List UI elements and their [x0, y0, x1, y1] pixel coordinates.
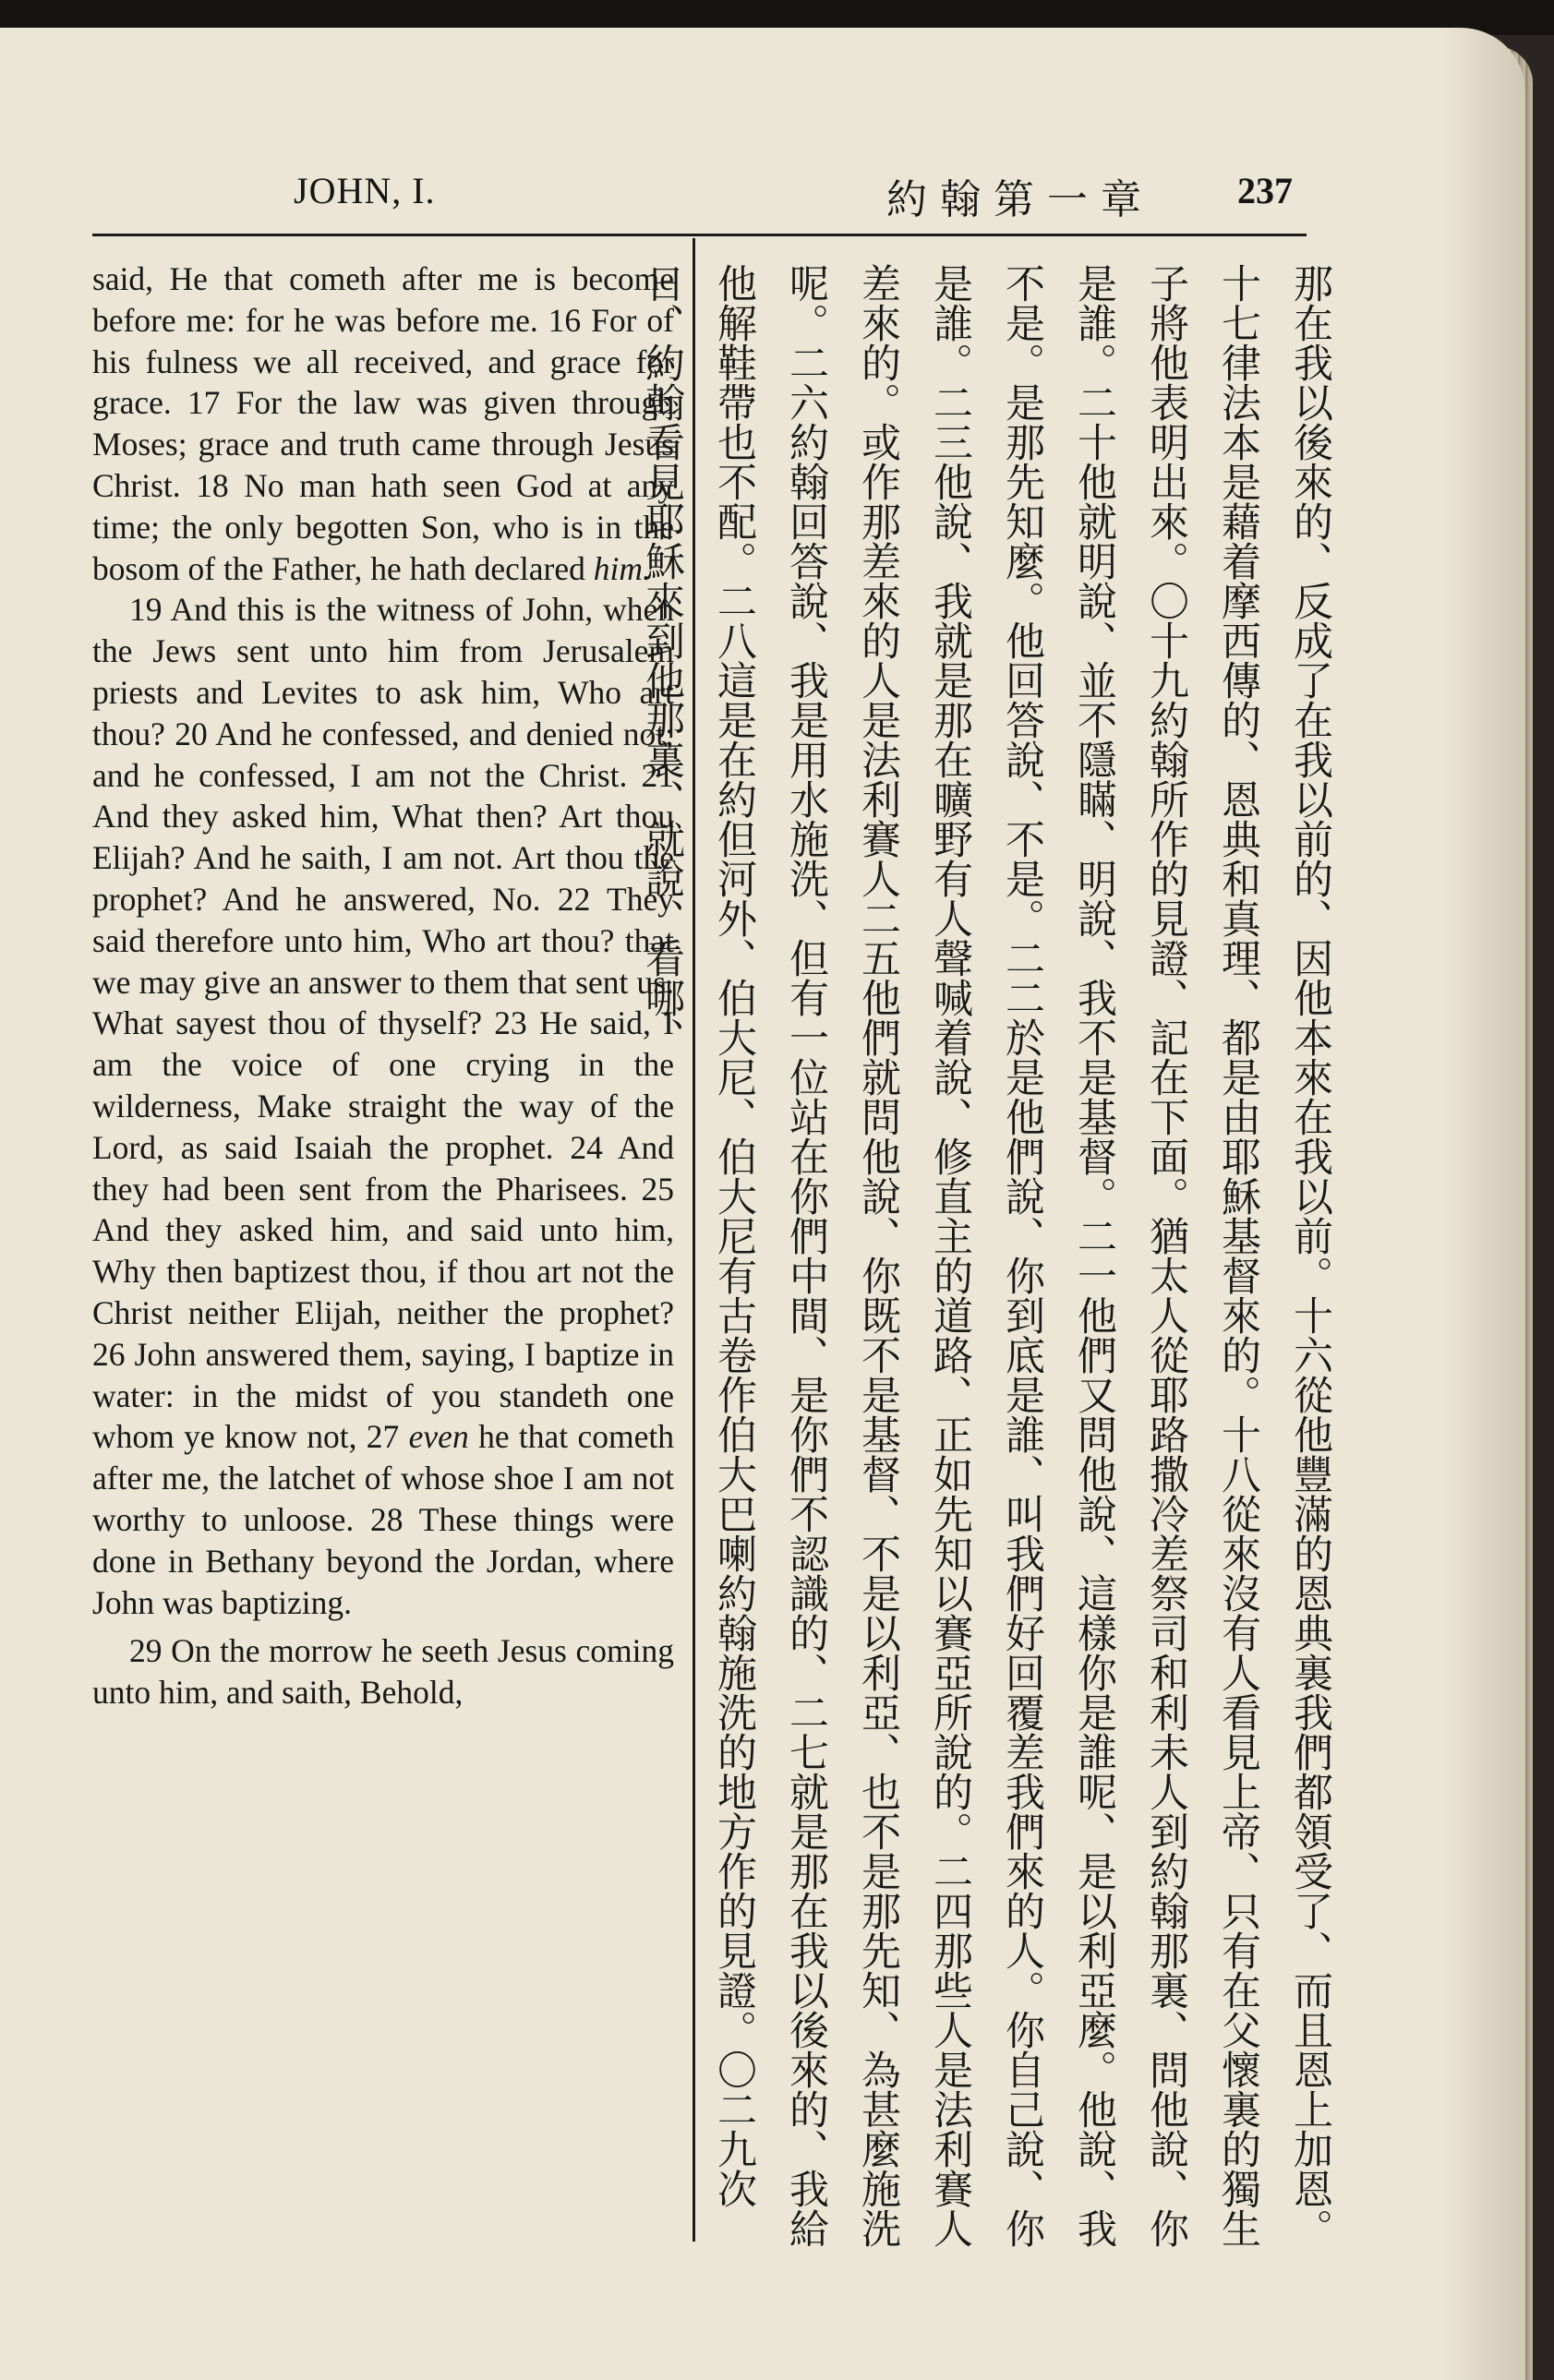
english-italic: him.	[593, 549, 651, 587]
page-curl-shade	[1440, 28, 1525, 2380]
english-italic: even	[408, 1418, 469, 1456]
english-paragraph-3: 29 On the morrow he seeth Jesus coming unto him, and saith, Behold,	[92, 1632, 674, 1712]
page-number: 237	[1237, 170, 1293, 211]
english-column	[92, 258, 674, 1713]
english-text: said, He that cometh after me is become before me: for he was before me. 16 For of his fulness we all received, and grace for grace. 17 For the law was given through Moses; grace and truth came through Jesus Christ. 18 No man hath seen God at any time; the only begotten Son, who is in the bosom of the Father, he hath declared	[92, 260, 674, 587]
english-paragraph-2	[92, 589, 674, 1623]
chinese-running-head: 約翰第一章	[886, 176, 1154, 223]
chinese-text: 那在我以後來的、反成了在我以前的、因他本來在我以前。十六從他豐滿的恩典裏我們都領受了、而且恩上加恩。十七律法本是藉着摩西傳的、恩典和真理、都是由耶穌基督來的。十八從來沒有人看見上帝、只有在父懷裏的獨生子將他表明出來。〇十九約翰所作的見證、記在下面。猶太人從耶路撒冷差祭司和利未人到約翰那裏、問他說、你是誰。二十他就明說、並不隱瞞、明說、我不是基督。二一他們又問他說、這樣你是誰呢、是以利亞麼。他說、我不是。是那先知麼。他回答說、不是。二二於是他們說、你到底是誰、叫我們好回覆差我們來的人。你自己說、你是誰。二三他說、我就是那在曠野有人聲喊着說、修直主的道路、正如先知以賽亞所說的。二四那些人是法利賽人差來的。或作那差來的人是法利賽人二五他們就問他說、你既不是基督、不是以利亞、也不是那先知、為甚麼施洗呢。二六約翰回答說、我是用水施洗、但有一位站在你們中間、是你們不認識的、二七就是那在我以後來的、我給他解鞋帶也不配。二八這是在約但河外、伯大尼、伯大尼有古卷作伯大巴喇約翰施洗的地方作的見證。〇二九次日、約翰看見耶穌來到他那裏、就說、看哪、	[639, 263, 1333, 2248]
english-paragraph-1	[92, 258, 674, 589]
english-running-head: JOHN, I.	[294, 170, 436, 211]
chinese-column	[639, 263, 1346, 2248]
english-text: he that cometh after me, the latchet of whose shoe I am not worthy to unloose. 28 These things were done in Bethany beyond the Jordan, where John was baptizing.	[92, 1418, 675, 1621]
english-text: 19 And this is the witness of John, when the Jews sent unto him from Jerusalem priests and Levites to ask him, Who art thou? 20 And he confessed, and denied not; and he confessed, I am not the Christ. 21 And they asked him, What then? Art thou Elijah? And he saith, I am not. Art thou the prophet? And he answered, No. 22 They said therefore unto him, Who art thou? that we may give an answer to them that sent us. What sayest thou of thyself? 23 He said, I am the voice of one crying in the wilderness, Make straight the way of the Lord, as said Isaiah the prophet. 24 And they had been sent from the Pharisees. 25 And they asked him, and said unto him, Why then baptizest thou, if thou art not the Christ neither Elijah, neither the prophet? 26 John answered them, saying, I baptize in water: in the midst of you standeth one whom ye know not, 27	[92, 591, 674, 1456]
header-rule	[92, 234, 1307, 236]
